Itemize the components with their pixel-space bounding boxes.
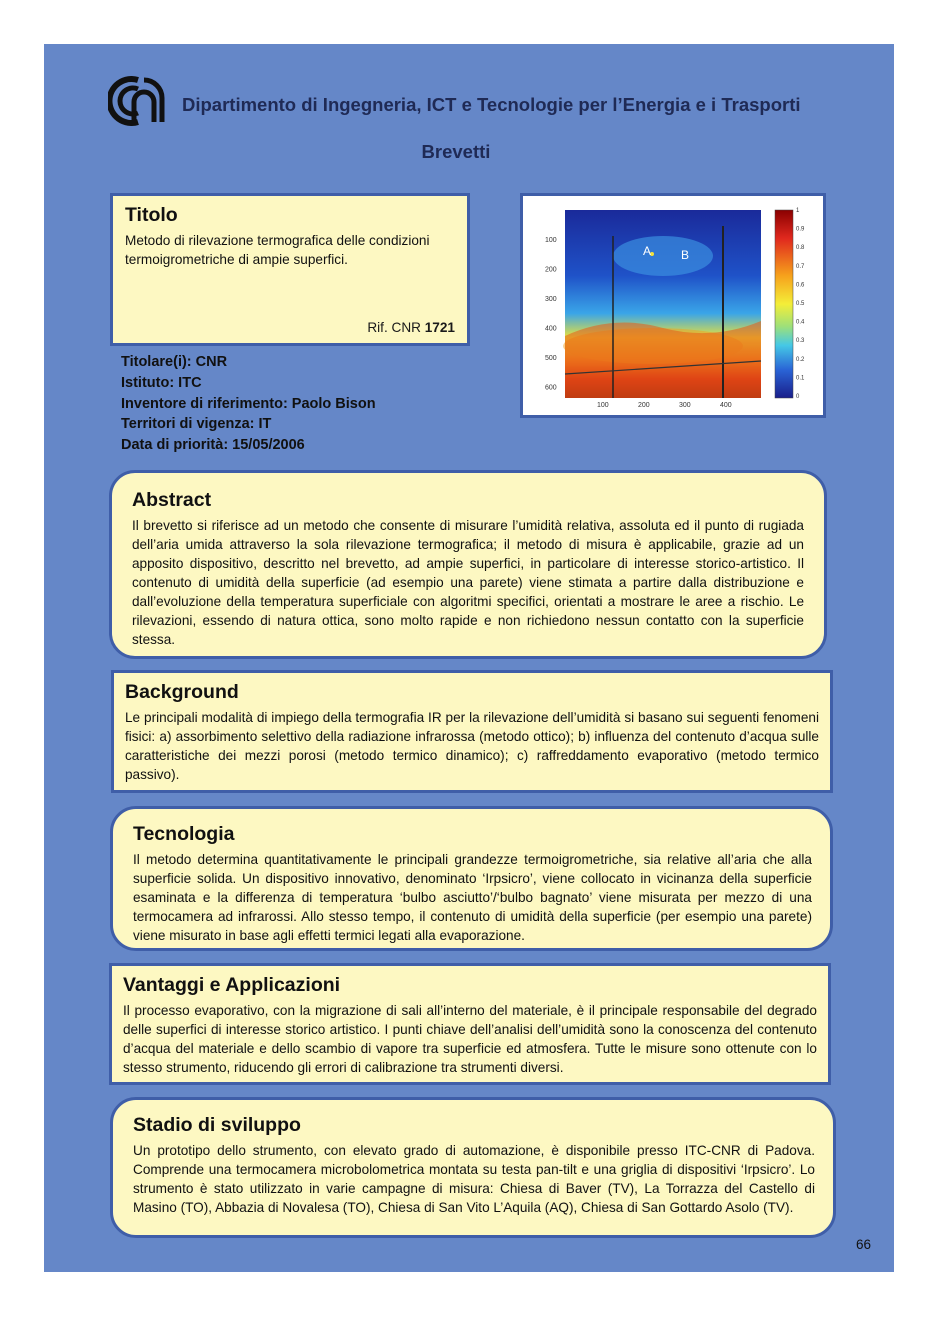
department-title: Dipartimento di Ingegneria, ICT e Tecnologie per l’Energia e i Trasporti [182, 94, 801, 115]
rif-label: Rif. CNR [367, 320, 421, 335]
titolo-heading: Titolo [125, 204, 178, 226]
x-tick-label: 300 [679, 402, 691, 409]
colorbar [775, 210, 793, 398]
meta-istituto: Istituto: ITC [121, 374, 202, 391]
colorbar-tick-label: 0.6 [796, 282, 805, 289]
point-label-b: B [681, 248, 690, 262]
thermogram-svg [523, 196, 823, 415]
y-axis-ticks [545, 237, 557, 392]
stadio-text: Un prototipo dello strumento, con elevato grado di automazione, è disponibile presso ITC-CNR di Padova. Comprende una termocamera microbolometrica montata su testa pan-tilt e una griglia di dispositivi ‘Irpsicro’. Lo strumento è stato utilizzato in varie campagne di misura: Chiesa di Baver (TV), La Torrazza del Castello di Masino (TO), Abbazia di Novalesa (TO), Chiesa di San Vito L’Aquila (AQ), Chiesa di San Gottardo Asolo (TV). [133, 1143, 815, 1215]
colorbar-ticks [796, 208, 805, 400]
patent-meta [121, 352, 376, 456]
colorbar-tick-label: 0 [796, 394, 800, 400]
colorbar-tick-label: 0.1 [796, 375, 805, 382]
rif-number: 1721 [424, 320, 455, 335]
stadio-heading: Stadio di sviluppo [133, 1114, 301, 1136]
y-tick-label: 100 [545, 237, 557, 244]
point-label-a: A [643, 244, 652, 258]
vantaggi-text: Il processo evaporativo, con la migrazione di sali all’interno del materiale, è il principale responsabile del degrado delle superfici di interesse storico artistico. I punti chiave dell’analisi dell’umidità sono la conoscenza del contenuto d’acqua del materiale e dello scambio di vapore tra superficie ed atmosfera. Tutte le misure sono ottenute con lo stesso strumento, riducendo gli errori di calibrazione tra strumenti diversi. [123, 1003, 817, 1075]
y-tick-label: 600 [545, 384, 557, 392]
colorbar-tick-label: 0.2 [796, 356, 805, 363]
x-tick-label: 100 [597, 402, 609, 409]
section-title: Brevetti [421, 141, 491, 162]
colorbar-tick-label: 0.4 [796, 319, 805, 326]
tecnologia-text: Il metodo determina quantitativamente le principali grandezze termoigrometriche, sia relative all’aria che alla superficie solida. Un dispositivo innovativo, denominato ‘Irpsicro’, viene collocato in vicinanza della superficie esaminata e la differenza di temperatura ‘bulbo asciutto’/‘bulbo bagnato’ viene misurata per mezzo di una termocamera ad infrarossi. Allo stesso tempo, il contenuto di umidità della superficie (per esempio una parete) viene misurato in base agli effetti termici legati alla evaporazione. [133, 852, 812, 943]
meta-inventore: Inventore di riferimento: Paolo Bison [121, 395, 376, 412]
colorbar-tick-label: 0.5 [796, 301, 805, 307]
colorbar-tick-label: 0.9 [796, 226, 805, 233]
meta-titolare: Titolare(i): CNR [121, 354, 228, 370]
page-number: 66 [856, 1237, 872, 1252]
colorbar-tick-label: 1 [796, 208, 800, 214]
titolo-box [110, 193, 470, 346]
cnr-logo [108, 76, 166, 126]
tecnologia-box [110, 806, 833, 951]
y-tick-label: 300 [545, 296, 557, 303]
x-tick-label: 200 [638, 402, 650, 409]
x-axis-ticks [597, 402, 732, 409]
colorbar-tick-label: 0.8 [796, 245, 805, 252]
background-box [111, 670, 833, 793]
y-tick-label: 500 [545, 355, 557, 362]
stadio-box [110, 1097, 836, 1238]
meta-data: Data di priorità: 15/05/2006 [121, 437, 305, 454]
thermogram-image [520, 193, 826, 418]
abstract-box [109, 470, 827, 659]
meta-territori: Territori di vigenza: IT [121, 416, 272, 433]
y-tick-label: 200 [545, 266, 557, 274]
colorbar-tick-label: 0.7 [796, 263, 805, 270]
vantaggi-box [109, 963, 831, 1085]
background-heading: Background [125, 681, 239, 703]
rif-cnr [367, 320, 455, 335]
titolo-text: Metodo di rilevazione termografica delle condizioni termoigrometriche di ampie superfici. [125, 233, 430, 267]
x-tick-label: 400 [720, 402, 732, 409]
colorbar-tick-label: 0.3 [796, 338, 805, 345]
abstract-heading: Abstract [132, 489, 212, 511]
vantaggi-heading: Vantaggi e Applicazioni [123, 974, 341, 996]
background-text: Le principali modalità di impiego della termografia IR per la rilevazione dell’umidità si basano sui seguenti fenomeni fisici: a) assorbimento selettivo della radiazione infrarossa (metodo ottico); b) influenza del contenuto d’acqua sulle caratteristiche dei mezzi porosi (metodo termico dinamico); c) raffreddamento evaporativo (metodo termico passivo). [125, 710, 819, 782]
abstract-text: Il brevetto si riferisce ad un metodo che consente di misurare l’umidità relativa, assoluta ed il punto di rugiada dell’aria umida attraverso la sola rilevazione termografica; il metodo di misura è applicabile, grazie ad un apposito dispositivo, descritto nel brevetto, ad ampie superfici, in particolare di interesse storico-artistico. Il contenuto di umidità della superficie (ad esempio una parete) viene stimata a partire dalla distribuzione e dall’evoluzione della temperatura superficiale con algoritmi specifici, orientati a mostrare le aree a rischio. Le rilevazioni, essendo di natura ottica, sono molto rapide e non richiedono nessun contatto con la superficie stessa. [132, 518, 804, 647]
tecnologia-heading: Tecnologia [133, 823, 235, 845]
y-tick-label: 400 [545, 325, 557, 333]
